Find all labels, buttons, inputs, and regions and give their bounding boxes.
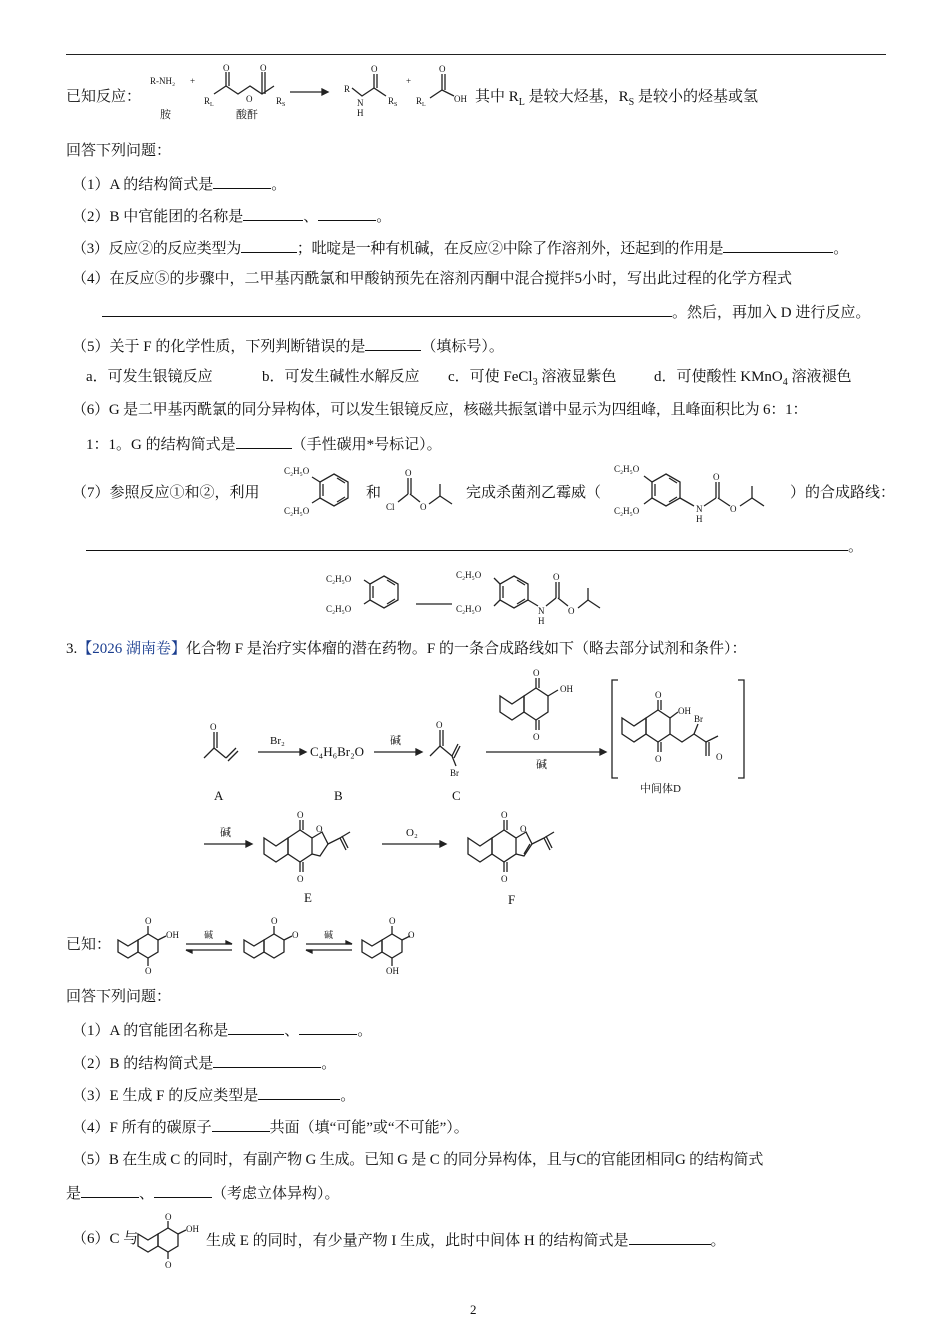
answer-blank[interactable] bbox=[212, 1117, 270, 1132]
q3-item-2: （2）B 的结构简式是 。 bbox=[72, 1053, 336, 1073]
q3-item-5-line1: （5）B 在生成 C 的同时，有副产物 G 生成。已知 G 是 C 的同分异构体，且与C的官能团相同G 的结构简式 bbox=[72, 1152, 764, 1168]
svg-text:O: O bbox=[520, 824, 527, 834]
label-e: E bbox=[304, 890, 312, 905]
svg-text:C₂H₅O: C₂H₅O bbox=[456, 604, 482, 614]
svg-text:O: O bbox=[389, 916, 396, 926]
svg-text:RS: $R_S$ bbox=[388, 96, 398, 108]
svg-text:碱: 碱 bbox=[390, 735, 401, 747]
answer-blank[interactable] bbox=[318, 206, 376, 221]
svg-text:O: O bbox=[405, 468, 412, 478]
svg-text:RL: $R_L$ bbox=[204, 96, 214, 108]
svg-text:OH: OH bbox=[454, 94, 467, 104]
svg-text:H: H bbox=[357, 108, 364, 118]
answer-blank[interactable] bbox=[258, 1085, 340, 1100]
svg-text:碱: 碱 bbox=[324, 930, 334, 940]
b-formula: C₄H₆Br₂O bbox=[310, 744, 365, 759]
svg-text:O: O bbox=[533, 668, 540, 678]
svg-text:O: O bbox=[316, 824, 323, 834]
svg-text:Br: Br bbox=[450, 768, 459, 778]
svg-text:O: O bbox=[655, 754, 662, 764]
svg-text:RS: $R_S$ bbox=[276, 96, 286, 108]
q3-item-3: （3）E 生成 F 的反应类型是 。 bbox=[72, 1085, 355, 1105]
answer-blank[interactable] bbox=[213, 1053, 321, 1068]
label-a: A bbox=[214, 788, 224, 803]
svg-text:H: H bbox=[538, 616, 545, 626]
q2-item-6-line2: 1：1。G 的结构简式是 （手性碳用*号标记）。 bbox=[86, 434, 442, 454]
answer-blank[interactable] bbox=[243, 206, 303, 221]
svg-text:O: O bbox=[145, 966, 152, 976]
header-rule bbox=[66, 54, 886, 55]
q2-item-2: （2）B 中官能团的名称是 、 。 bbox=[72, 206, 391, 226]
q2-item-7-answer: 。 bbox=[86, 536, 863, 556]
label-f: F bbox=[508, 892, 516, 907]
svg-text:O: O bbox=[297, 810, 304, 820]
answer-blank[interactable] bbox=[299, 1020, 357, 1035]
svg-text:H: H bbox=[696, 514, 703, 524]
svg-text:OH: OH bbox=[166, 930, 179, 940]
known-prefix: 已知： bbox=[66, 937, 112, 953]
svg-text:RL: $R_L$ bbox=[416, 96, 426, 108]
q2-item-5: （5）关于 F 的化学性质，下列判断错误的是 （填标号）。 bbox=[72, 336, 504, 356]
q2-item-4-line1: （4）在反应⑤的步骤中，二甲基丙酰氯和甲酸钠预先在溶剂丙酮中混合搅拌5小时，写出此过程的化学方程式 bbox=[72, 271, 793, 287]
svg-text:+: + bbox=[190, 76, 196, 86]
answer-blank[interactable] bbox=[723, 238, 833, 253]
svg-text:O: O bbox=[713, 472, 720, 482]
label-b: B bbox=[334, 788, 343, 803]
svg-text:O: O bbox=[210, 722, 217, 732]
answer-blank[interactable] bbox=[236, 434, 292, 449]
answer-blank[interactable] bbox=[241, 238, 297, 253]
anhydride-label: 酸酐 bbox=[236, 109, 258, 121]
svg-text:O: O bbox=[246, 94, 253, 104]
svg-text:C₂H₅O: C₂H₅O bbox=[326, 604, 352, 614]
svg-text:O: O bbox=[292, 930, 299, 940]
svg-text:N: N bbox=[696, 504, 703, 514]
answer-blank[interactable] bbox=[102, 302, 672, 317]
q2-item-4-line2: 。然后，再加入 D 进行反应。 bbox=[102, 302, 870, 322]
tautomer-equilibrium bbox=[114, 912, 424, 978]
svg-text:Br₂: Br₂ bbox=[270, 735, 285, 747]
svg-text:+: + bbox=[406, 76, 412, 86]
svg-text:O: O bbox=[533, 732, 540, 742]
answer-blank[interactable] bbox=[81, 1183, 139, 1198]
answer-blank[interactable] bbox=[86, 536, 848, 551]
svg-text:OH: OH bbox=[560, 684, 573, 694]
q3-item-6-start: （6）C 与 bbox=[72, 1231, 139, 1247]
q2-option-c: c．可使 FeCl$_3$ 溶液显紫色 bbox=[448, 369, 617, 388]
known-reaction-scheme bbox=[148, 62, 478, 126]
q3-item-6-end: 生成 E 的同时，有少量产物 I 生成，此时中间体 H 的结构简式是 。 bbox=[206, 1230, 726, 1250]
svg-text:O: O bbox=[260, 63, 267, 73]
svg-text:N: N bbox=[538, 606, 545, 616]
svg-text:O: O bbox=[436, 720, 443, 730]
svg-text:O: O bbox=[165, 1260, 172, 1270]
svg-text:碱: 碱 bbox=[536, 759, 547, 771]
known-reaction-prefix: 已知反应： bbox=[66, 89, 142, 105]
q2-option-b: b．可发生碱性水解反应 bbox=[262, 369, 420, 385]
svg-text:C₂H₅O: C₂H₅O bbox=[284, 466, 310, 476]
isopropyl-chloroformate-structure bbox=[384, 466, 466, 518]
amine-label: 胺 bbox=[160, 109, 171, 121]
amine-formula: R-NH₂ bbox=[150, 76, 176, 86]
svg-text:碱: 碱 bbox=[204, 930, 214, 940]
svg-text:O: O bbox=[223, 63, 230, 73]
q2-option-a: a．可发生银镜反应 bbox=[86, 369, 213, 385]
svg-text:N: N bbox=[357, 98, 364, 108]
svg-text:O: O bbox=[501, 810, 508, 820]
svg-text:C₂H₅O: C₂H₅O bbox=[614, 464, 640, 474]
answer-prompt: 回答下列问题： bbox=[66, 143, 172, 159]
svg-text:O: O bbox=[568, 606, 575, 616]
known-reaction-note: 其中 $R_L$ 是较大烃基，$R_S$ 是较小的烃基或氢 bbox=[475, 89, 758, 108]
answer-blank[interactable] bbox=[629, 1230, 711, 1245]
label-c: C bbox=[452, 788, 461, 803]
svg-text:O₂: O₂ bbox=[406, 827, 418, 839]
q2-item-1: （1）A 的结构简式是 。 bbox=[72, 174, 286, 194]
diethoxybenzene-structure bbox=[284, 462, 366, 526]
svg-text:O: O bbox=[271, 916, 278, 926]
svg-text:OH: OH bbox=[386, 966, 399, 976]
question-3-stem: 3.【2026 湖南卷】化合物 F 是治疗实体瘤的潜在药物。F 的一条合成路线如下（略去部分试剂和条件）： bbox=[66, 641, 747, 657]
answer-blank[interactable] bbox=[213, 174, 271, 189]
q3-answer-prompt: 回答下列问题： bbox=[66, 989, 172, 1005]
svg-text:C₂H₅O: C₂H₅O bbox=[614, 506, 640, 516]
svg-text:O: O bbox=[716, 752, 723, 762]
synthesis-scheme bbox=[190, 666, 770, 916]
page-number: 2 bbox=[470, 1302, 477, 1317]
label-d: 中间体D bbox=[640, 783, 681, 795]
svg-text:Cl: Cl bbox=[386, 502, 395, 512]
hydroxynaphthoquinone-structure bbox=[130, 1212, 206, 1270]
svg-text:O: O bbox=[553, 572, 560, 582]
diethofencarb-structure bbox=[612, 460, 788, 530]
svg-text:O: O bbox=[145, 916, 152, 926]
svg-text:R: R bbox=[344, 84, 351, 94]
q3-item-4: （4）F 所有的碳原子 共面（填“可能”或“不可能”）。 bbox=[72, 1117, 469, 1137]
answer-blank[interactable] bbox=[154, 1183, 212, 1198]
svg-text:OH: OH bbox=[678, 706, 691, 716]
svg-text:O: O bbox=[420, 502, 427, 512]
q2-item-6-line1: （6）G 是二甲基丙酰氯的同分异构体，可以发生银镜反应，核磁共振氢谱中显示为四组峰，且峰面积比为 6：1： bbox=[72, 402, 808, 418]
svg-text:O: O bbox=[730, 504, 737, 514]
svg-text:O: O bbox=[297, 874, 304, 884]
q2-item-7-start: （7）参照反应①和②，利用 bbox=[72, 485, 260, 501]
q2-route-hint bbox=[324, 560, 614, 632]
q2-option-d: d．可使酸性 KMnO$_4$ 溶液褪色 bbox=[654, 369, 852, 388]
svg-text:碱: 碱 bbox=[220, 827, 231, 839]
svg-text:O: O bbox=[501, 874, 508, 884]
q2-item-3: （3）反应②的反应类型为 ；吡啶是一种有机碱，在反应②中除了作溶剂外，还起到的作用是 。 bbox=[72, 238, 848, 258]
svg-text:C₂H₅O: C₂H₅O bbox=[456, 570, 482, 580]
svg-text:O: O bbox=[439, 64, 446, 74]
q3-item-1: （1）A 的官能团名称是 、 。 bbox=[72, 1020, 372, 1040]
source-tag: 【2026 湖南卷】 bbox=[77, 641, 187, 657]
svg-text:Br: Br bbox=[694, 714, 703, 724]
answer-blank[interactable] bbox=[365, 336, 421, 351]
svg-text:O: O bbox=[408, 930, 415, 940]
svg-text:OH: OH bbox=[186, 1224, 199, 1234]
q2-item-7-end: ）的合成路线： bbox=[790, 485, 896, 501]
svg-text:C₂H₅O: C₂H₅O bbox=[284, 506, 310, 516]
svg-text:O: O bbox=[165, 1212, 172, 1222]
svg-text:C₂H₅O: C₂H₅O bbox=[326, 574, 352, 584]
q2-item-7-middle: 完成杀菌剂乙霉威（ bbox=[466, 485, 602, 501]
answer-blank[interactable] bbox=[228, 1020, 284, 1035]
q3-item-5-line2: 是 、 （考虑立体异构）。 bbox=[66, 1183, 340, 1203]
svg-text:O: O bbox=[371, 64, 378, 74]
q2-item-7-and: 和 bbox=[366, 485, 382, 501]
svg-text:O: O bbox=[655, 690, 662, 700]
